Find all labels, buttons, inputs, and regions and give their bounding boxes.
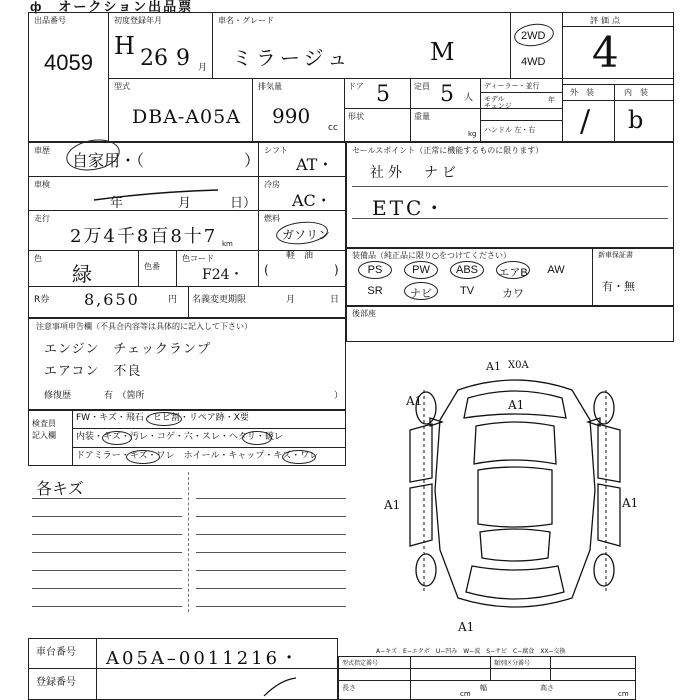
equipment-circle: [358, 261, 392, 279]
recycle-value: 8,650: [84, 290, 140, 309]
registration-label: 登録番号: [36, 677, 76, 688]
drive-2wd: 2WD: [521, 30, 546, 42]
car-name-label: 車名・グレード: [218, 16, 274, 25]
score-label: 評価点: [590, 16, 623, 25]
damage-mark-3: A1: [406, 394, 423, 408]
equipment-item: ナビ: [410, 288, 432, 300]
equipment-label: 装備品（純正品に限り○をつけてください）: [352, 251, 511, 260]
write-line: [196, 588, 346, 589]
equipment-item: カワ: [502, 288, 524, 300]
write-line: [32, 588, 182, 589]
equipment-item: ABS: [455, 264, 478, 276]
notes-line1: エンジン チェックランプ: [44, 342, 211, 357]
damage-mark-4: A1: [508, 398, 525, 412]
write-line: [32, 498, 182, 499]
sales-point-line2: ETC・: [372, 196, 448, 220]
chassis-label: 車台番号: [36, 647, 76, 658]
equipment-circle: [404, 282, 438, 300]
name-change-label: 名義変更期限: [192, 295, 247, 305]
inspector-label: 検査員 記入欄: [32, 419, 56, 440]
write-line: [32, 534, 182, 535]
equipment-item: エアB: [498, 267, 528, 279]
car-grade: M: [430, 38, 455, 66]
write-line: [196, 498, 346, 499]
repair-label: 修復歴: [44, 391, 72, 401]
inspection-label: 車検: [34, 180, 50, 189]
shift-value: AT・: [296, 155, 334, 174]
color-label: 色: [34, 254, 42, 263]
sales-point-label: セールスポイント（正常に機能するものに限ります）: [352, 146, 544, 155]
exterior-score: /: [580, 104, 591, 139]
equipment-circle: [404, 261, 438, 279]
rear-seat-label: 後部座: [352, 309, 376, 318]
score-value: 4: [592, 28, 619, 77]
write-line: [196, 606, 346, 607]
handle-label: ハンドル 左・右: [484, 126, 536, 134]
damage-mark-2: X0A: [508, 360, 529, 371]
notes-label: 注意事項申告欄（不具合内容等は具体的に記入して下さい）: [36, 322, 252, 331]
spec-box: [338, 656, 636, 700]
sales-point-line1: 社外 ナビ: [370, 165, 460, 181]
fuel-label: 燃料: [264, 214, 280, 223]
shape-label: 形状: [348, 112, 364, 121]
model-value: DBA-A05A: [132, 106, 241, 128]
write-line: [32, 552, 182, 553]
cooling-value: AC・: [292, 191, 332, 210]
drive-4wd: 4WD: [521, 56, 546, 68]
write-line: [196, 552, 346, 553]
first-reg-year: 26: [140, 46, 168, 71]
displacement-label: 排気量: [258, 82, 282, 91]
inspector-handwritten: 各キズ: [36, 479, 84, 498]
capacity-value: 5: [440, 82, 454, 107]
write-line: [32, 516, 182, 517]
car-name: ミラージュ: [232, 46, 352, 70]
inspection-strike: [92, 186, 222, 208]
write-line: [32, 570, 182, 571]
notes-line2: エアコン 不良: [44, 364, 142, 379]
cooling-label: 冷房: [264, 180, 280, 189]
capacity-label: 定員: [414, 82, 430, 91]
equipment-circle: [450, 261, 484, 279]
mileage-value: 2万4千8百8十7: [70, 226, 218, 247]
equipment-circle: [496, 261, 530, 279]
damage-mark-5: A1: [384, 498, 401, 512]
doors-label: ドア: [348, 82, 364, 91]
equipment-item: TV: [459, 285, 475, 297]
inspector-row-1: FW・キズ・飛石・ヒビ割・リペア跡・X要: [76, 413, 249, 423]
write-line: [196, 516, 346, 517]
chassis-value: A05A–0011216・: [106, 648, 302, 669]
dealer-label: ディーラー・並行: [484, 82, 540, 90]
first-reg-label: 初度登録年月: [114, 16, 162, 25]
damage-mark-6: A1: [622, 496, 639, 510]
model-label: 型式: [114, 82, 130, 91]
damage-mark-1: A1: [486, 360, 501, 373]
exterior-label: 外 装: [570, 88, 594, 97]
doors-value: 5: [376, 82, 390, 107]
shift-label: シフト: [264, 146, 288, 155]
write-line: [32, 606, 182, 607]
usage-label: 車歴: [34, 146, 50, 155]
equipment-item: PS: [367, 264, 383, 276]
write-line: [196, 570, 346, 571]
damage-mark-7: A1: [458, 620, 475, 634]
first-reg-month: 9: [176, 46, 190, 71]
fuel-value: ガソリン: [282, 228, 331, 242]
interior-label: 内 装: [624, 88, 648, 97]
page-title: ф オークション出品票: [30, 0, 194, 14]
equipment-item: PW: [412, 264, 430, 276]
rear-seat-box: [346, 306, 674, 342]
interior-score: b: [628, 106, 644, 134]
equipment-item: SR: [367, 285, 383, 297]
color-code: F24・: [202, 267, 244, 283]
displacement-value: 990: [272, 104, 311, 128]
recycle-label: R券: [34, 295, 50, 305]
usage-value: 自家用・（: [72, 151, 145, 170]
warranty-value: 有・無: [602, 281, 635, 293]
equipment-item: AW: [547, 264, 565, 276]
write-line: [196, 534, 346, 535]
inspector-row-3: ドアミラー・キズ・ワレ ホイール・キャップ・キズ・ワレ: [76, 451, 319, 461]
weight-label: 重量: [414, 112, 430, 121]
first-reg-era: H: [114, 32, 135, 60]
damage-legend: A−キズ E−エクボ U−凹み W−波 S−サビ C−腐食 XX−交換: [376, 648, 566, 655]
color-value: 緑: [72, 262, 92, 286]
inspector-row-2: 内装・キズ・汚レ・コゲ・六・スレ・ヘタリ・破レ: [76, 432, 283, 442]
lot-label: 出品番号: [34, 16, 66, 25]
mileage-label: 走行: [34, 214, 50, 223]
lot-number: 4059: [44, 50, 93, 75]
